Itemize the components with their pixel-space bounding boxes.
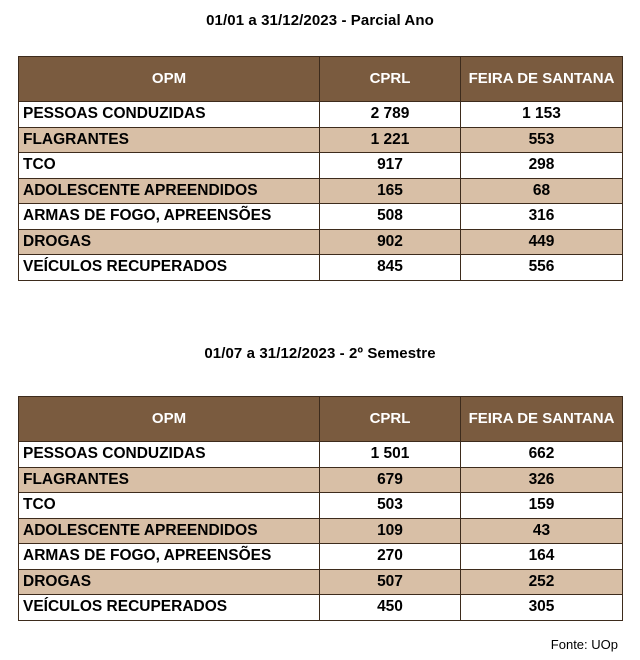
feira-value: 298 xyxy=(461,153,623,179)
column-header-opm: OPM xyxy=(19,57,320,102)
cprl-value: 165 xyxy=(320,178,461,204)
feira-value: 326 xyxy=(461,467,623,493)
row-label: VEÍCULOS RECUPERADOS xyxy=(19,255,320,281)
cprl-value: 1 501 xyxy=(320,442,461,468)
table-row xyxy=(19,178,623,204)
cprl-value: 845 xyxy=(320,255,461,281)
feira-value: 159 xyxy=(461,493,623,519)
feira-value: 553 xyxy=(461,127,623,153)
table-title: 01/01 a 31/12/2023 - Parcial Ano xyxy=(206,12,434,29)
table-header-row xyxy=(19,57,623,102)
row-label: ARMAS DE FOGO, APREENSÕES xyxy=(19,204,320,230)
cprl-value: 503 xyxy=(320,493,461,519)
row-label: PESSOAS CONDUZIDAS xyxy=(19,102,320,128)
row-label: PESSOAS CONDUZIDAS xyxy=(19,442,320,468)
row-label: ADOLESCENTE APREENDIDOS xyxy=(19,178,320,204)
table-row xyxy=(19,153,623,179)
column-header-cprl: CPRL xyxy=(320,397,461,442)
table-title: 01/07 a 31/12/2023 - 2º Semestre xyxy=(204,345,436,362)
feira-value: 252 xyxy=(461,569,623,595)
feira-value: 1 153 xyxy=(461,102,623,128)
feira-value: 68 xyxy=(461,178,623,204)
row-label: FLAGRANTES xyxy=(19,467,320,493)
cprl-value: 902 xyxy=(320,229,461,255)
table-row xyxy=(19,467,623,493)
feira-value: 43 xyxy=(461,518,623,544)
table-row xyxy=(19,569,623,595)
table-row xyxy=(19,127,623,153)
table-row xyxy=(19,204,623,230)
table-header-row xyxy=(19,397,623,442)
row-label: VEÍCULOS RECUPERADOS xyxy=(19,595,320,621)
cprl-value: 450 xyxy=(320,595,461,621)
column-header-cprl: CPRL xyxy=(320,57,461,102)
feira-value: 662 xyxy=(461,442,623,468)
row-label: ARMAS DE FOGO, APREENSÕES xyxy=(19,544,320,570)
feira-value: 305 xyxy=(461,595,623,621)
row-label: FLAGRANTES xyxy=(19,127,320,153)
stats-table xyxy=(18,56,623,281)
feira-value: 556 xyxy=(461,255,623,281)
stats-table xyxy=(18,396,623,621)
feira-value: 449 xyxy=(461,229,623,255)
source-note: Fonte: UOp xyxy=(550,637,618,652)
cprl-value: 507 xyxy=(320,569,461,595)
cprl-value: 679 xyxy=(320,467,461,493)
row-label: TCO xyxy=(19,153,320,179)
table-row xyxy=(19,442,623,468)
cprl-value: 2 789 xyxy=(320,102,461,128)
feira-value: 164 xyxy=(461,544,623,570)
row-label: DROGAS xyxy=(19,229,320,255)
table-row xyxy=(19,493,623,519)
cprl-value: 508 xyxy=(320,204,461,230)
row-label: DROGAS xyxy=(19,569,320,595)
cprl-value: 109 xyxy=(320,518,461,544)
column-header-feira-de-santana: FEIRA DE SANTANA xyxy=(461,57,623,102)
cprl-value: 270 xyxy=(320,544,461,570)
column-header-opm: OPM xyxy=(19,397,320,442)
table-row xyxy=(19,102,623,128)
feira-value: 316 xyxy=(461,204,623,230)
table-row xyxy=(19,544,623,570)
table-row xyxy=(19,518,623,544)
table-row xyxy=(19,255,623,281)
row-label: TCO xyxy=(19,493,320,519)
column-header-feira-de-santana: FEIRA DE SANTANA xyxy=(461,397,623,442)
table-row xyxy=(19,595,623,621)
row-label: ADOLESCENTE APREENDIDOS xyxy=(19,518,320,544)
cprl-value: 917 xyxy=(320,153,461,179)
cprl-value: 1 221 xyxy=(320,127,461,153)
table-row xyxy=(19,229,623,255)
